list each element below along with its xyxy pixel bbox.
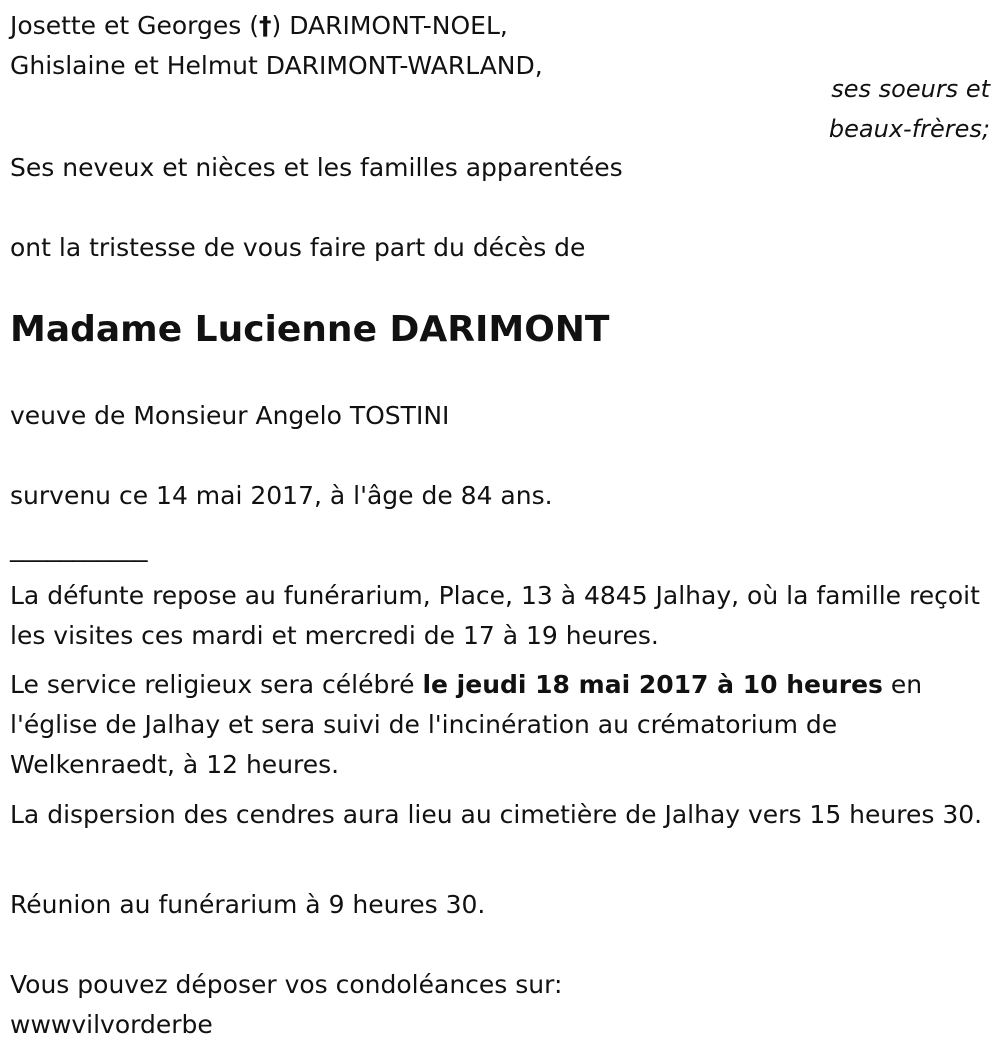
death-info-line: survenu ce 14 mai 2017, à l'âge de 84 ans. <box>10 481 553 510</box>
cross-icon: † <box>259 11 272 40</box>
sister1-after-cross: ) DARIMONT-NOEL, <box>271 11 508 40</box>
ashes-paragraph <box>10 795 995 835</box>
separator-line: ___________ <box>10 533 148 562</box>
service-date: le jeudi 18 mai 2017 à 10 heures <box>422 670 883 699</box>
service-before: Le service religieux sera célébré <box>10 670 423 699</box>
meeting-line: Réunion au funérarium à 9 heures 30. <box>10 890 486 919</box>
rest-place-text: La défunte repose au funérarium, Place, 13 à 4845 Jalhay, où la famille reçoit les visites ces mardi et mercredi de 17 à 19 heures. <box>10 581 980 650</box>
relation-line-1: ses soeurs et <box>831 75 990 103</box>
sister1-before-cross: Josette et Georges ( <box>10 11 259 40</box>
service-text <box>10 665 995 785</box>
deceased-name: Madame Lucienne DARIMONT <box>10 309 610 350</box>
condolences-text: Vous pouvez déposer vos condoléances sur: <box>10 970 563 999</box>
family-line-sister1 <box>10 6 508 46</box>
service-paragraph <box>10 665 995 785</box>
relation-line-2: beaux-frères; <box>828 115 990 143</box>
service-after: en l'église de Jalhay et sera suivi de l'incinération au crématorium de Welkenraedt, à 12 heures. <box>10 670 923 779</box>
announcement-intro: ont la tristesse de vous faire part du décès de <box>10 233 586 262</box>
family-line-sister2: Ghislaine et Helmut DARIMONT-WARLAND, <box>10 51 543 80</box>
rest-place-paragraph <box>10 576 995 656</box>
nephews-line: Ses neveux et nièces et les familles apparentées <box>10 153 623 182</box>
condolences-website-link[interactable]: wwwvilvorderbe <box>10 1010 213 1039</box>
ashes-text: La dispersion des cendres aura lieu au cimetière de Jalhay vers 15 heures 30. <box>10 800 983 829</box>
widow-of-line: veuve de Monsieur Angelo TOSTINI <box>10 401 450 430</box>
